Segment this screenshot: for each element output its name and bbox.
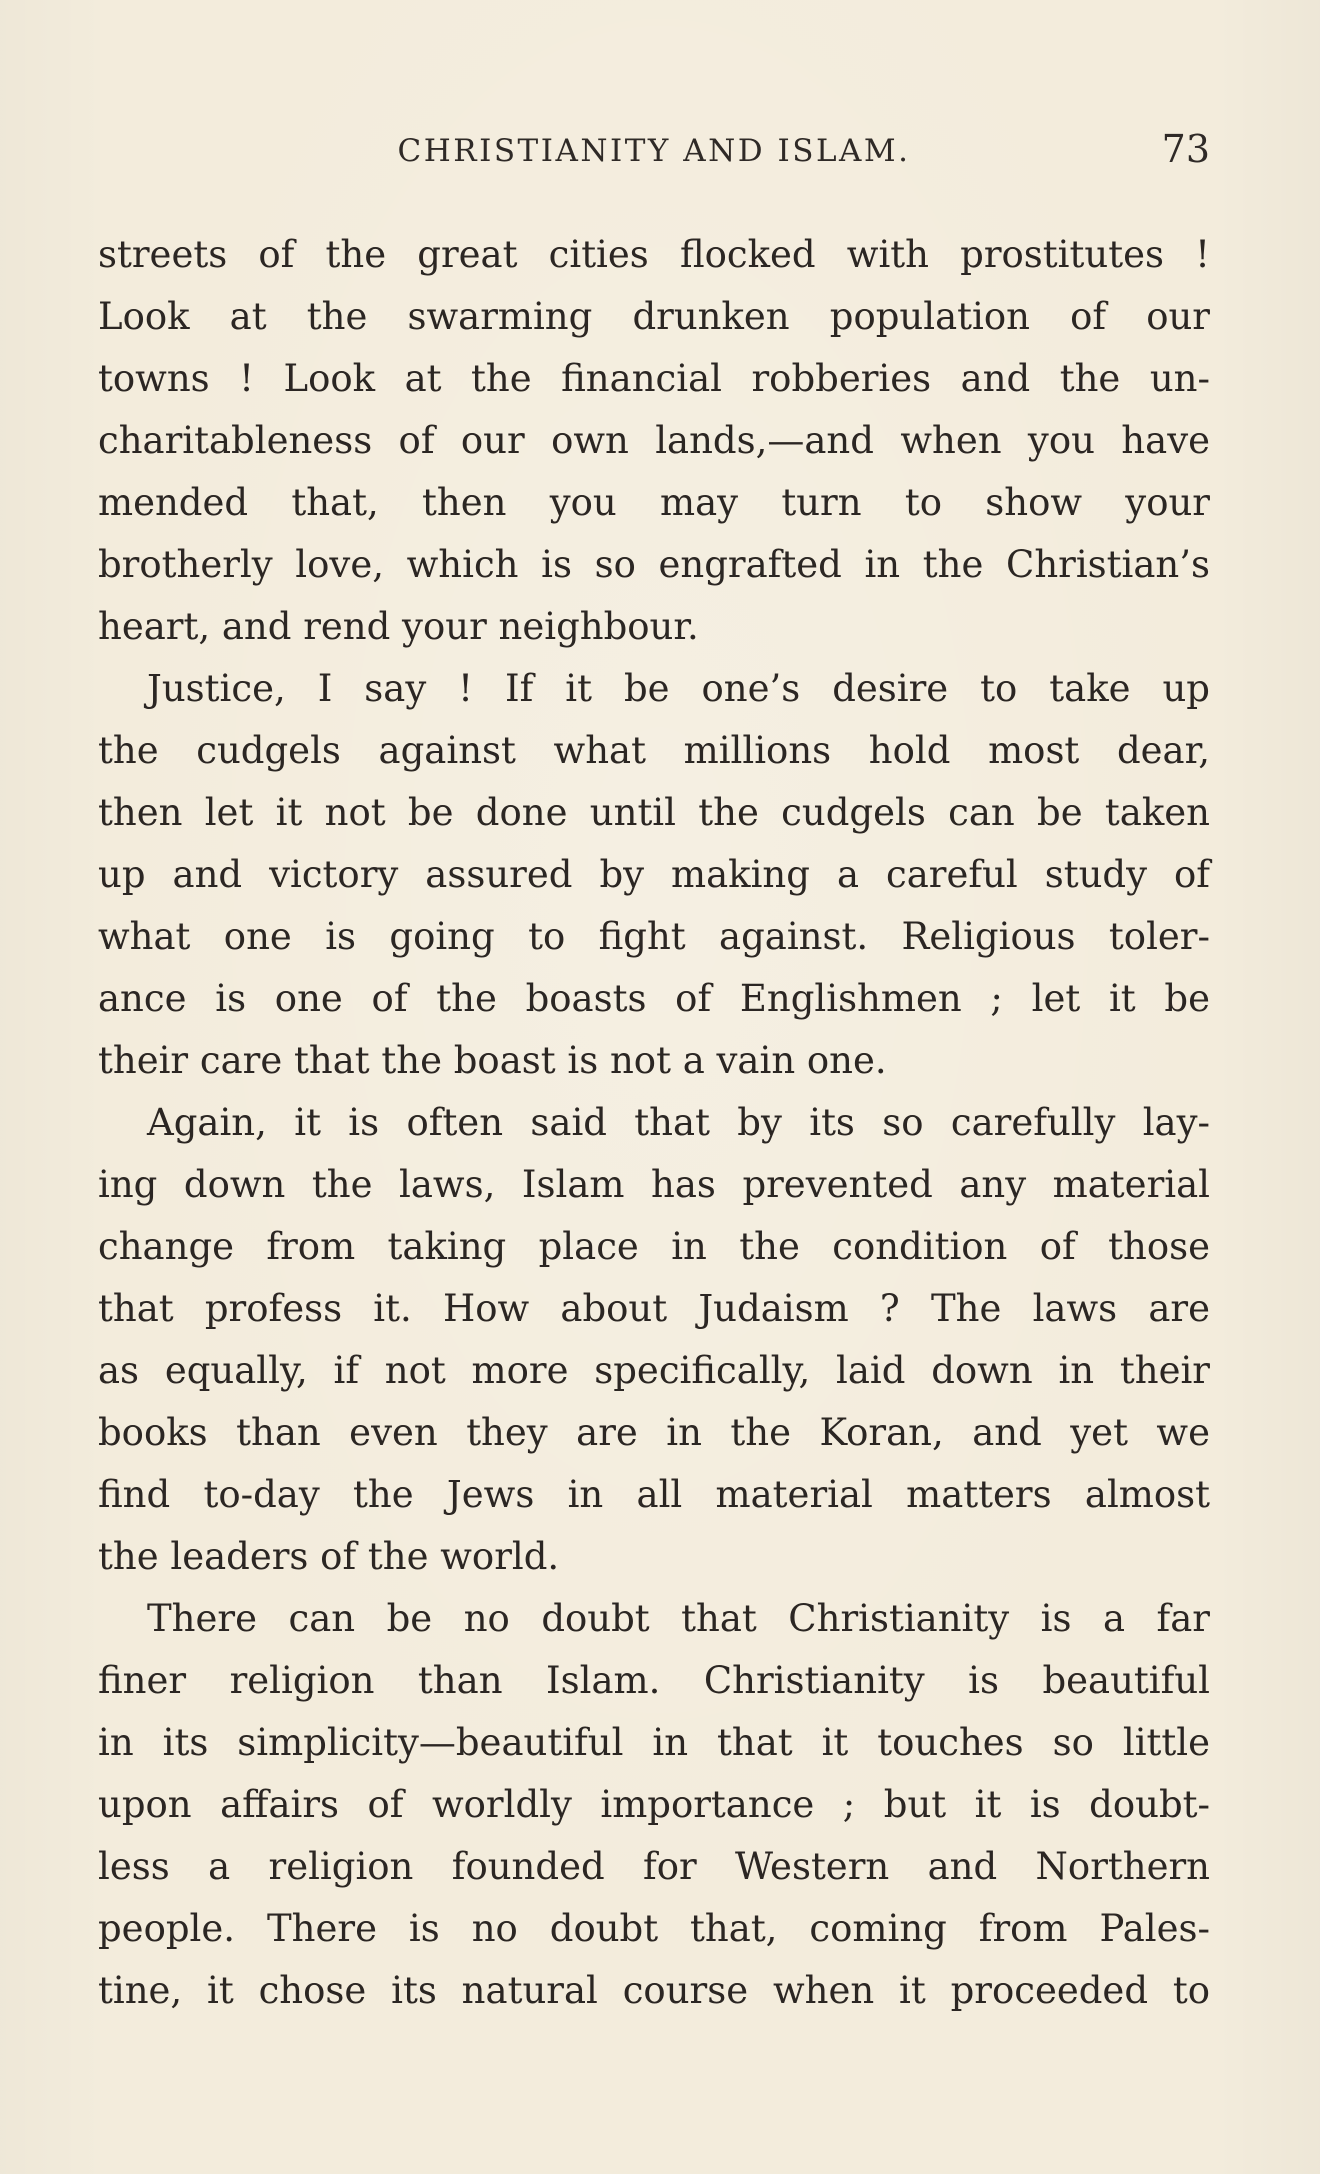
paragraph-first-line: There can be no doubt that Christianity is a far [147,1597,1210,1640]
text-line: streets of the great cities flocked with prostitutes ! [98,233,1210,276]
text-line: change from taking place in the condition of those [98,1225,1210,1268]
text-line: the cudgels against what millions hold most dear, [98,729,1210,772]
text-line: their care that the boast is not a vain one. [98,1039,887,1082]
text-line: what one is going to fight against. Religious toler- [98,915,1210,958]
text-line: people. There is no doubt that, coming from Pales- [98,1907,1210,1950]
text-line: ance is one of the boasts of Englishmen ; let it be [98,977,1210,1020]
text-line: in its simplicity—beautiful in that it touches so little [98,1721,1210,1764]
text-line: mended that, then you may turn to show your [98,481,1210,524]
text-line: less a religion founded for Western and Northern [98,1845,1210,1888]
text-line: the leaders of the world. [98,1535,560,1578]
running-title: CHRISTIANITY AND ISLAM. [397,133,911,169]
text-line: heart, and rend your neighbour. [98,605,699,648]
text-line: books than even they are in the Koran, and yet we [98,1411,1210,1454]
text-line: upon affairs of worldly importance ; but it is doubt- [98,1783,1210,1826]
text-line: towns ! Look at the financial robberies and the un- [98,357,1210,400]
text-line: up and victory assured by making a careful study of [98,853,1210,896]
body-text [98,224,1210,2022]
text-line: Look at the swarming drunken population of our [98,295,1210,338]
text-line: brotherly love, which is so engrafted in the Christian’s [98,543,1210,586]
text-line: then let it not be done until the cudgels can be taken [98,791,1210,834]
text-line: tine, it chose its natural course when it proceeded to [98,1969,1210,2012]
text-line: ing down the laws, Islam has prevented any material [98,1163,1210,1206]
text-line: as equally, if not more specifically, laid down in their [98,1349,1210,1392]
page-number: 73 [1161,127,1210,171]
text-line: charitableness of our own lands,—and when you have [98,419,1210,462]
paragraph-first-line: Again, it is often said that by its so carefully lay- [147,1101,1210,1144]
paragraph-first-line: Justice, I say ! If it be one’s desire to take up [147,667,1210,710]
text-line: find to-day the Jews in all material matters almost [98,1473,1210,1516]
text-line: that profess it. How about Judaism ? The laws are [98,1287,1210,1330]
running-head [98,126,1210,176]
text-line: finer religion than Islam. Christianity is beautiful [98,1659,1210,1702]
